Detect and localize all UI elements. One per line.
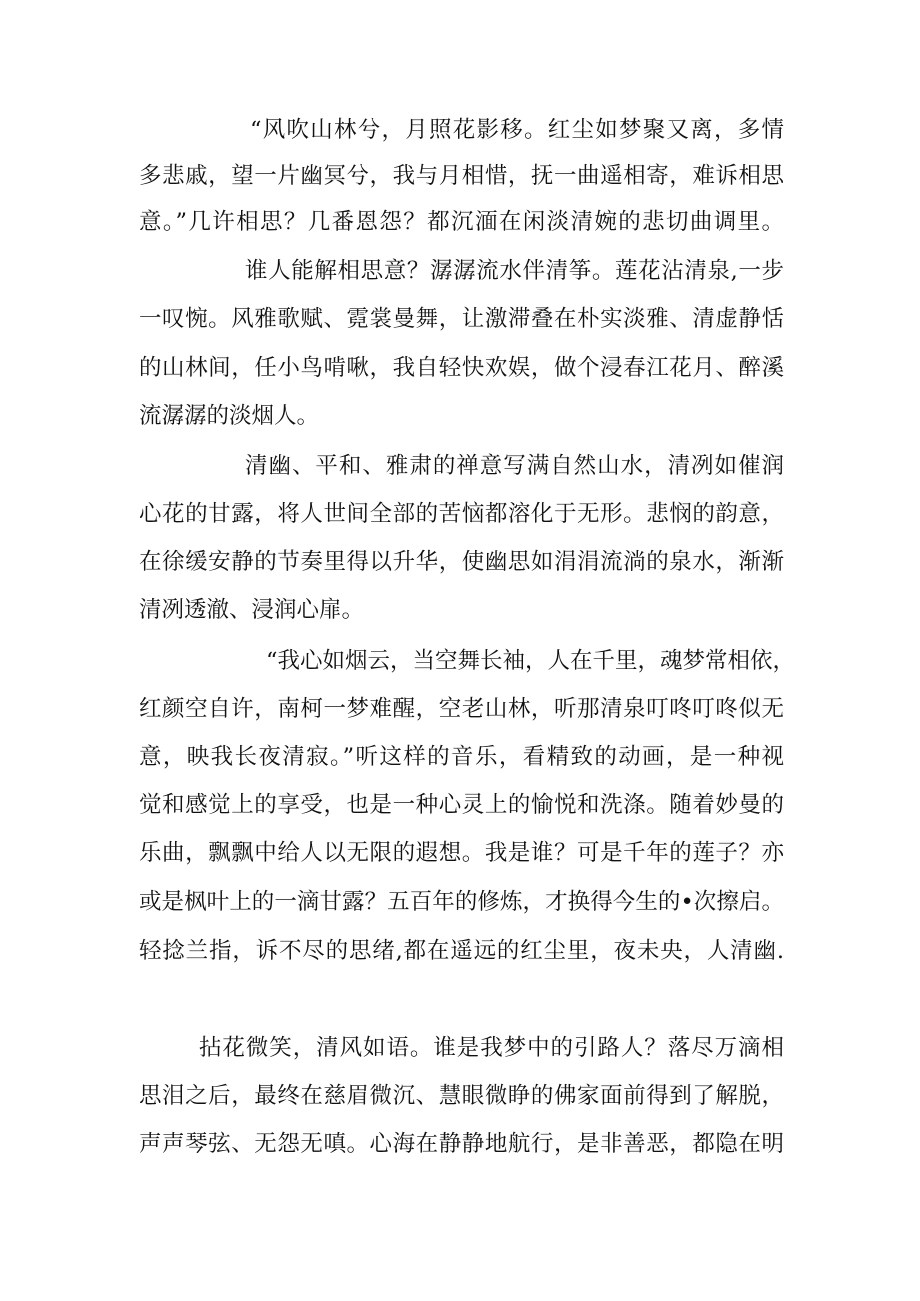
text-line: 思泪之后，最终在慈眉微沉、慧眼微睁的佛家面前得到了解脱， (139, 1083, 784, 1109)
text-line: 红颜空自许，南柯一梦难醒，空老山林，听那清泉叮咚叮咚似无 (139, 696, 784, 722)
text-line: 意。”几许相思？几番恩怨？都沉湎在闲淡清婉的悲切曲调里。 (139, 209, 784, 235)
text-line: 心花的甘露，将人世间全部的苦恼都溶化于无形。悲悯的韵意， (139, 501, 784, 527)
text-line: 在徐缓安静的节奏里得以升华，使幽思如涓涓流淌的泉水，渐渐 (139, 549, 784, 575)
text-line: 一叹惋。风雅歌赋、霓裳曼舞，让激滞叠在朴实淡雅、清虚静恬 (139, 306, 784, 332)
text-line: 或是枫叶上的一滴甘露？五百年的修炼，才换得今生的•次擦启。 (139, 889, 784, 915)
text-line: “我心如烟云，当空舞长袖，人在千里，魂梦常相依， (266, 648, 796, 674)
text-line: 拈花微笑，清风如语。谁是我梦中的引路人？落尽万滴相 (199, 1035, 784, 1061)
text-line: 的山林间，任小鸟啃啾，我自轻快欢娱，做个浸春江花月、醉溪 (139, 355, 784, 381)
text-line: 清幽、平和、雅肃的禅意写满自然山水，清冽如催润 (245, 453, 784, 479)
text-line: 轻捻兰指，诉不尽的思绪,都在遥远的红尘里，夜未央，人清幽. (139, 938, 784, 964)
text-line: 流潺潺的淡烟人。 (139, 403, 320, 429)
text-line: 觉和感觉上的享受，也是一种心灵上的愉悦和洗涤。随着妙曼的 (139, 792, 784, 818)
text-line: 意，映我长夜清寂。”听这样的音乐，看精致的动画，是一种视 (139, 744, 784, 770)
text-line: “风吹山林兮，月照花影移。红尘如梦聚又离，多情 (250, 117, 784, 143)
text-line: 多悲戚，望一片幽冥兮，我与月相惜，抚一曲遥相寄，难诉相思 (139, 163, 784, 189)
text-line: 清冽透澈、浸润心扉。 (139, 597, 365, 623)
text-line: 谁人能解相思意？潺潺流水伴清筝。莲花沾清泉,一步 (245, 258, 784, 284)
text-line: 乐曲，飘飘中给人以无限的遐想。我是谁？可是千年的莲子？亦 (139, 840, 784, 866)
text-line: 声声琴弦、无怨无嗔。心海在静静地航行，是非善恶，都隐在明 (139, 1131, 784, 1157)
